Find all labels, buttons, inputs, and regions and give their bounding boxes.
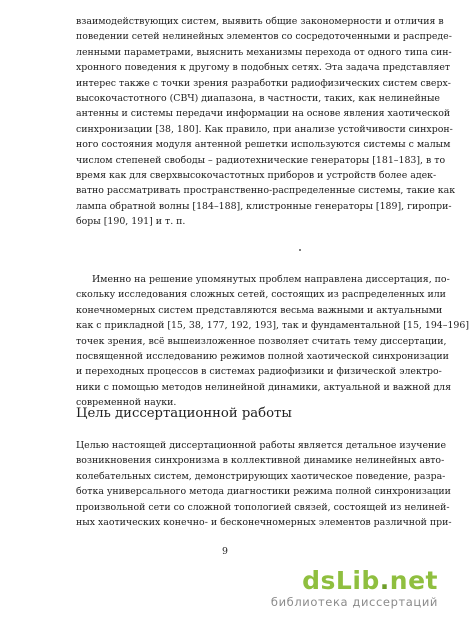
- text-line: Именно на решение упомянутых проблем направлена диссертация, по-: [92, 274, 450, 285]
- paragraph-1: [76, 14, 456, 229]
- text-line: высокочастотного (СВЧ) диапазона, в частности, таких, как нелинейные: [76, 92, 440, 104]
- text-line: числом степеней свободы – радиотехнические генераторы [181–183], в то: [76, 154, 446, 166]
- text-line: ботка универсального метода диагностики режима полной синхронизации: [76, 486, 451, 498]
- text-line: ватно рассматривать пространственно-распределенные системы, такие как: [76, 185, 456, 197]
- text-line: ного состояния модуля антенной решетки используются системы с малым: [76, 139, 451, 151]
- text-line: современной науки.: [76, 397, 177, 409]
- paragraph-2: [76, 272, 469, 411]
- text-line: время как для сверхвысокочастотных приборов и устройств более адек-: [76, 169, 437, 181]
- text-line: произвольной сети со сложной топологией связей, состоящей из нелиней-: [76, 501, 450, 513]
- text-line: боры [190, 191] и т. п.: [76, 216, 186, 228]
- text-line: лампа обратной волны [184–188], клистронные генераторы [189], гиропри-: [76, 200, 452, 212]
- text-line: Целью настоящей диссертационной работы является детальное изучение: [76, 440, 447, 451]
- text-line: ленными параметрами, выяснить механизмы перехода от одного типа син-: [76, 46, 452, 58]
- section-heading: Цель диссертационной работы: [76, 406, 292, 421]
- scan-speck: [299, 249, 301, 251]
- logo-text-1: dsLib: [302, 566, 380, 595]
- watermark-subtitle: библиотека диссертаций: [270, 595, 438, 609]
- text-line: скольку исследования сложных сетей, состоящих из распределенных или: [76, 289, 446, 301]
- text-line: возникновения синхронизма в коллективной динамике нелинейных авто-: [76, 455, 445, 467]
- paragraph-3: [76, 438, 452, 530]
- text-line: конечномерных систем представляются весьма важными и актуальными: [76, 304, 443, 316]
- logo-text-2: net: [389, 566, 438, 595]
- text-line: взаимодействующих систем, выявить общие закономерности и отличия в: [76, 16, 444, 27]
- text-line: ники с помощью методов нелинейной динамики, актуальной и важной для: [76, 381, 451, 393]
- page-number: 9: [222, 546, 228, 557]
- text-line: точек зрения, всё вышеизложенное позволяет считать тему диссертации,: [76, 335, 447, 347]
- text-line: ных хаотических конечно- и бесконечномерных элементов различной при-: [76, 516, 452, 528]
- text-line: поведении сетей нелинейных элементов со сосредоточенными и распреде-: [76, 31, 452, 43]
- logo-dot: .: [379, 566, 390, 595]
- text-line: как с прикладной [15, 38, 177, 192, 193], так и фундаментальной [15, 194–196]: [76, 320, 469, 332]
- text-line: колебательных систем, демонстрирующих хаотическое поведение, разра-: [76, 470, 446, 482]
- dslib-logo: [248, 567, 438, 595]
- text-line: и переходных процессов в системах радиофизики и физической электро-: [76, 366, 442, 378]
- text-line: антенны и системы передачи информации на основе явления хаотической: [76, 108, 451, 120]
- dslib-watermark[interactable]: [248, 567, 438, 613]
- text-line: хронного поведения к другому в подобных сетях. Эта задача представляет: [76, 62, 451, 74]
- text-line: интерес также с точки зрения разработки радиофизических систем сверх-: [76, 77, 451, 89]
- text-line: посвященной исследованию режимов полной хаотической синхронизации: [76, 350, 449, 362]
- text-line: синхронизации [38, 180]. Как правило, при анализе устойчивости синхрон-: [76, 123, 453, 135]
